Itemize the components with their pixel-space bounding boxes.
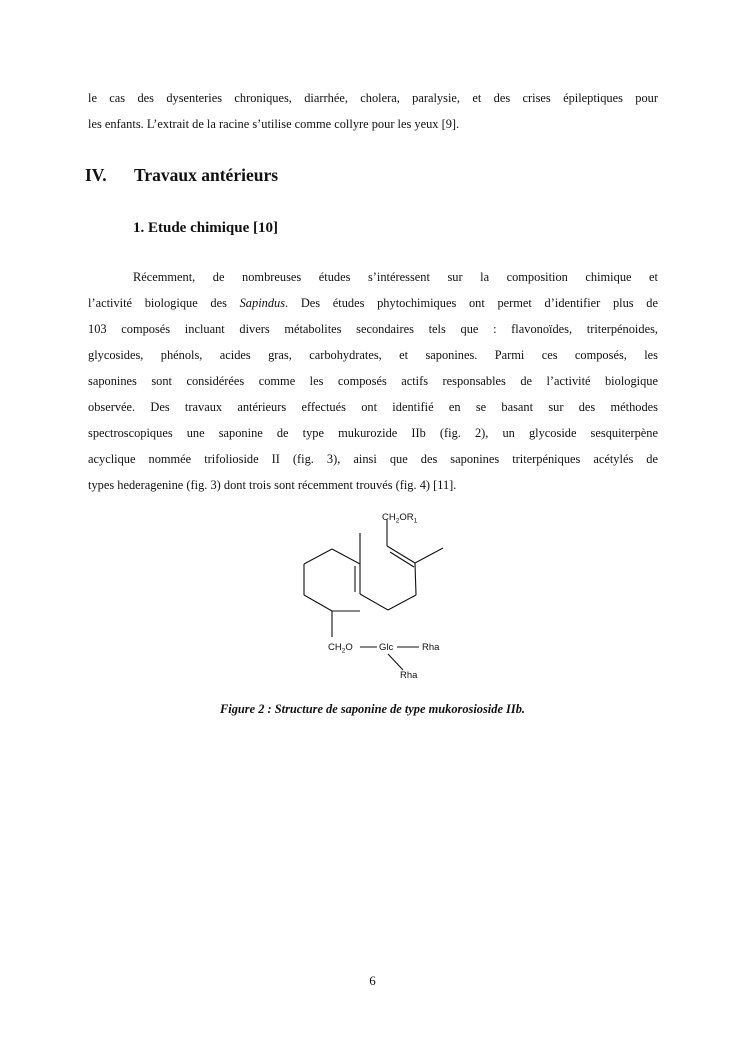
ch2or1-label <box>382 512 418 525</box>
paragraph-line-8: acyclique nommée trifolioside II (fig. 3), ainsi que des saponines triterpéniques acétylés de <box>88 452 658 466</box>
ch2or1-sub1: 1 <box>413 517 418 525</box>
section-number: IV. <box>85 165 107 185</box>
ch2o-sub2: 2 <box>341 647 346 655</box>
intro-line-2: les enfants. L’extrait de la racine s’utilise comme collyre pour les yeux [9]. <box>88 117 460 131</box>
ch2o-label <box>328 642 353 655</box>
section-title: Travaux antérieurs <box>134 165 279 185</box>
paragraph-line-6: observée. Des travaux antérieurs effectués ont identifié en se basant sur des méthodes <box>88 400 658 414</box>
paragraph-line-1: Récemment, de nombreuses études s’intéressent sur la composition chimique et <box>133 270 658 284</box>
glc-label: Glc <box>379 642 394 653</box>
paragraph-line-2-end: . Des études phytochimiques ont permet d’identifier plus de <box>285 296 659 310</box>
paragraph-line-3: 103 composés incluant divers métabolites secondaires tels que : flavonoïdes, triterpénoides, <box>88 322 658 336</box>
section-heading <box>85 165 278 186</box>
genus-name: Sapindus <box>239 296 286 310</box>
paragraph-line-2-start: l’activité biologique des <box>88 296 240 310</box>
paragraph-line-7: spectroscopiques une saponine de type mukurozide IIb (fig. 2), un glycoside sesquiterpène <box>88 426 658 440</box>
intro-line-1: le cas des dysenteries chroniques, diarrhée, cholera, paralysie, et des crises épileptiques pour <box>88 91 658 105</box>
ch2or1-sub2: 2 <box>395 517 400 525</box>
subsection-heading: 1. Etude chimique [10] <box>133 220 279 236</box>
paragraph-line-2 <box>88 295 658 311</box>
paragraph-line-9: types hederagenine (fig. 3) dont trois sont récemment trouvés (fig. 4) [11]. <box>88 478 457 492</box>
page-number: 6 <box>369 973 376 988</box>
ch2o-o: O <box>345 642 353 653</box>
paragraph-line-5: saponines sont considérées comme les composés actifs responsables de l’activité biologique <box>88 374 658 388</box>
paragraph-line-4: glycosides, phénols, acides gras, carbohydrates, et saponines. Parmi ces composés, les <box>88 348 658 362</box>
ch2or1-or: OR <box>399 512 414 523</box>
chemical-structure <box>0 500 745 700</box>
ch2or1-ch: CH <box>382 512 396 523</box>
figure-caption: Figure 2 : Structure de saponine de type mukorosioside IIb. <box>220 702 525 716</box>
rha-label-1: Rha <box>422 642 440 653</box>
ch2o-ch: CH <box>328 642 342 653</box>
rha-label-2: Rha <box>400 670 418 681</box>
